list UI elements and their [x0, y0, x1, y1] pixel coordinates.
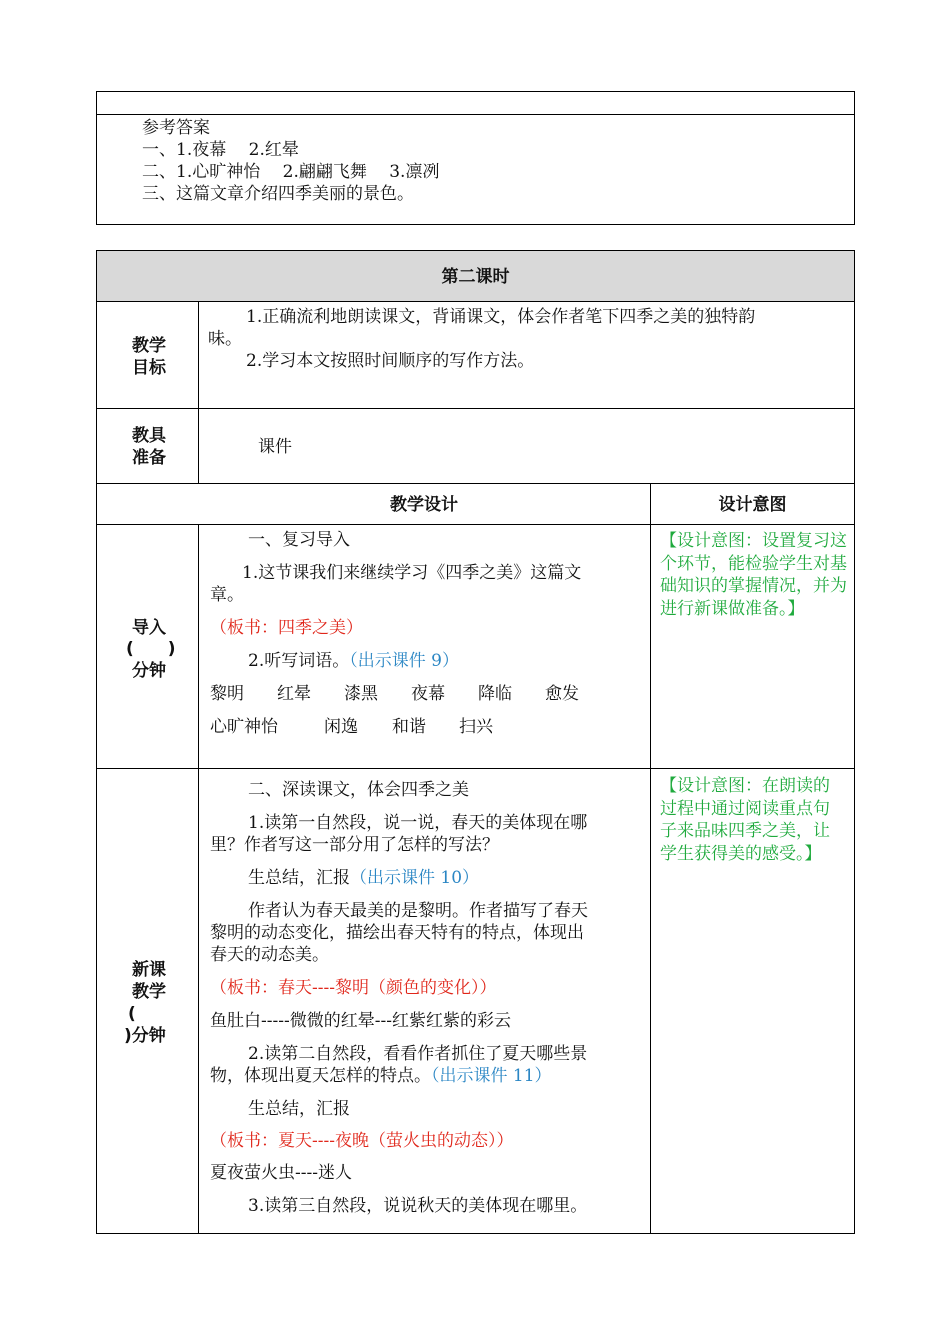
- intro-board: （板书：四季之美）: [210, 618, 363, 638]
- intro-word: 降临: [478, 684, 512, 704]
- newlesson-q2-cont-text: 物，体现出夏天怎样的特点。: [210, 1066, 431, 1086]
- intro-word: 夜幕: [411, 684, 445, 704]
- intro-para-2-text: 2.听写词语。: [248, 651, 350, 671]
- tools-label-2: 准备: [132, 448, 166, 468]
- answers-top-rule: [96, 114, 855, 115]
- newlesson-q2-cont: [210, 1065, 552, 1087]
- newlesson-summary-1: [248, 867, 479, 889]
- newlesson-answer-1: 作者认为春天最美的是黎明。作者描写了春天: [248, 901, 588, 921]
- row-divider: [96, 301, 855, 302]
- intro-word: 闲逸: [324, 717, 358, 737]
- intro-label-2: ( ): [126, 639, 176, 659]
- newlesson-summary-2: 生总结，汇报: [248, 1099, 350, 1119]
- newlesson-q1-cont: 里？作者写这一部分用了怎样的写法？: [210, 835, 499, 855]
- newlesson-intent: 【设计意图：在朗读的过程中通过阅读重点句子来品味四季之美，让学生获得美的感受。】: [660, 776, 830, 864]
- answers-line-2: 二、1.心旷神怡 2.翩翩飞舞 3.凛冽: [142, 162, 440, 182]
- goal-2: 2.学习本文按照时间顺序的写作方法。: [246, 351, 535, 371]
- newlesson-board-1: （板书：春天----黎明（颜色的变化））: [210, 978, 497, 998]
- intro-intent: 【设计意图：设置复习这个环节，能检验学生对基础知识的掌握情况，并为进行新课做准备。】: [660, 531, 847, 619]
- intro-heading: 一、复习导入: [248, 530, 350, 550]
- newlesson-heading: 二、深读课文，体会四季之美: [248, 780, 469, 800]
- row-divider: [96, 768, 855, 769]
- row-divider: [96, 524, 855, 525]
- newlesson-chain-2: 夏夜萤火虫----迷人: [210, 1163, 352, 1183]
- col-divider: [198, 301, 199, 483]
- newlesson-label-3: (: [128, 1004, 136, 1024]
- intro-word: 心旷神怡: [210, 717, 278, 737]
- intro-para-1-cont: 章。: [210, 585, 244, 605]
- newlesson-q1: 1.读第一自然段，说一说，春天的美体现在哪: [248, 813, 588, 833]
- intro-para-1: 1.这节课我们来继续学习《四季之美》这篇文: [242, 563, 582, 583]
- newlesson-q2: 2.读第二自然段，看看作者抓住了夏天哪些景: [248, 1044, 588, 1064]
- answers-title: 参考答案: [142, 118, 210, 138]
- newlesson-label-1: 新课: [132, 960, 166, 980]
- intro-label-3: 分钟: [132, 661, 166, 681]
- col-divider: [198, 524, 199, 1234]
- row-divider: [96, 483, 855, 484]
- newlesson-label-4: )分钟: [124, 1026, 166, 1046]
- intro-word: 和谐: [392, 717, 426, 737]
- goals-label-1: 教学: [132, 336, 166, 356]
- newlesson-courseware-10: （出示课件 10）: [350, 868, 480, 888]
- lesson-title: 第二课时: [441, 267, 510, 287]
- answers-line-3: 三、这篇文章介绍四季美丽的景色。: [142, 184, 414, 204]
- newlesson-chain-1: 鱼肚白-----微微的红晕---红紫红紫的彩云: [210, 1011, 511, 1031]
- goal-1-cont: 味。: [208, 329, 242, 349]
- intro-word: 红晕: [277, 684, 311, 704]
- tools-value: 课件: [258, 437, 292, 457]
- intro-courseware-9: （出示课件 9）: [349, 651, 459, 671]
- answers-line-1: 一、1.夜幕 2.红晕: [142, 140, 299, 160]
- newlesson-answer-1-cont: 春天的动态美。: [210, 945, 329, 965]
- newlesson-label-2: 教学: [132, 982, 166, 1002]
- col-header-design: 教学设计: [390, 495, 458, 515]
- intro-word: 扫兴: [459, 717, 493, 737]
- newlesson-courseware-11: （出示课件 11）: [431, 1066, 552, 1086]
- col-header-intent: 设计意图: [718, 495, 787, 515]
- intro-word: 愈发: [545, 684, 579, 704]
- intro-para-2: [248, 650, 459, 672]
- newlesson-q3: 3.读第三自然段，说说秋天的美体现在哪里。: [248, 1196, 588, 1216]
- col-divider: [650, 483, 651, 1234]
- row-divider: [96, 408, 855, 409]
- tools-label-1: 教具: [132, 426, 166, 446]
- intro-label-1: 导入: [132, 618, 166, 638]
- newlesson-board-2: （板书：夏天----夜晚（萤火虫的动态））: [210, 1131, 514, 1151]
- intro-word: 黎明: [210, 684, 244, 704]
- newlesson-summary-1-text: 生总结，汇报: [248, 868, 350, 888]
- goals-label-2: 目标: [132, 358, 166, 378]
- intro-word: 漆黑: [344, 684, 378, 704]
- goal-1: 1.正确流利地朗读课文，背诵课文，体会作者笔下四季之美的独特韵: [246, 307, 756, 327]
- newlesson-answer-1-cont: 黎明的动态变化，描绘出春天特有的特点，体现出: [210, 923, 584, 943]
